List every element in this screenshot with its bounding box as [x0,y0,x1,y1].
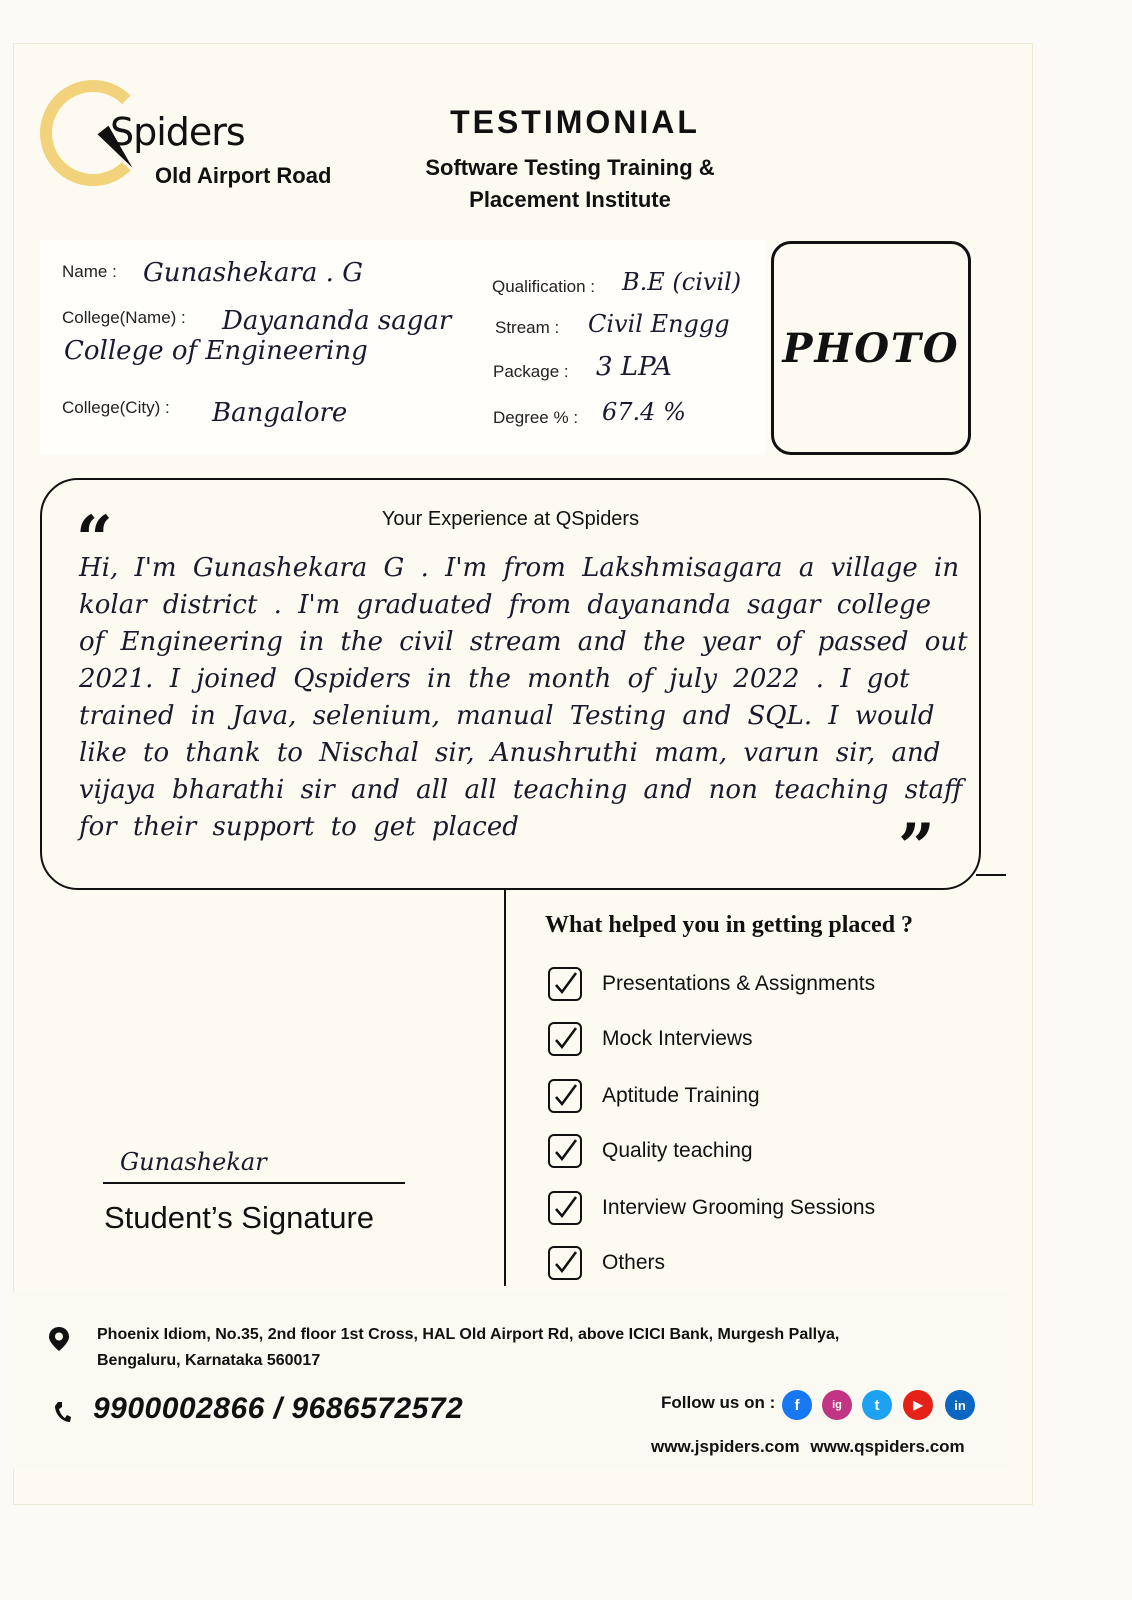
phone-numbers[interactable]: 9900002866 / 9686572572 [93,1392,464,1425]
subtitle-line-2: Placement Institute [469,187,671,212]
signature-scribble: Gunashekar [120,1148,267,1176]
checklist-item-label: Presentations & Assignments [602,972,876,995]
signature-label: Student’s Signature [104,1200,375,1235]
close-quote-icon: ” [898,810,935,885]
name-value: Gunashekara . G [143,258,363,288]
checklist-item[interactable] [548,1246,665,1280]
college-value-line-1: Dayananda sagar [222,306,452,336]
package-label: Package : [493,362,569,381]
checklist-item[interactable] [548,1079,760,1113]
checklist-item-label: Mock Interviews [602,1027,753,1050]
college-value-line-2: College of Engineering [64,336,368,366]
experience-text: Hi, I'm Gunashekara G . I'm from Lakshmisagara a village in kolar district . I'm graduated from dayananda sagar college of Engineering in the civil stream and the year of passed out 2021. I joined Qspiders in the month of july 2022 . I got trained in Java, selenium, manual Testing and SQL. I would like to thank to Nischal sir, Anushruthi mam, varun sir, and vijaya bharathi sir and all all teaching and non teaching staff for their support to get placed [79,553,968,842]
logo-word: Spiders [110,110,245,154]
facebook-icon[interactable]: f [782,1390,812,1420]
youtube-icon[interactable]: ▶ [903,1390,933,1420]
instagram-icon[interactable]: ig [822,1390,852,1420]
branch-name: Old Airport Road [155,163,332,188]
divider-vertical [504,890,506,1286]
page-title: TESTIMONIAL [450,104,700,140]
photo-box [771,241,971,455]
college-label: College(Name) : [62,308,186,327]
package-value: 3 LPA [596,352,672,382]
checklist-item-label: Interview Grooming Sessions [602,1196,876,1219]
website-jspiders[interactable]: www.jspiders.com [651,1437,800,1456]
checkbox-checked-icon[interactable] [548,967,582,1001]
signature-line [103,1182,405,1184]
location-pin-icon [48,1326,70,1352]
checkbox-checked-icon[interactable] [548,1246,582,1280]
qualification-label: Qualification : [492,277,595,296]
address-line-1: Phoenix Idiom, No.35, 2nd floor 1st Cross, HAL Old Airport Rd, above ICICI Bank, Murgesh Pallya, [97,1326,840,1343]
checkbox-checked-icon[interactable] [548,1134,582,1168]
city-label: College(City) : [62,398,170,417]
experience-title: Your Experience at QSpiders [381,508,640,530]
checkbox-checked-icon[interactable] [548,1079,582,1113]
follow-label: Follow us on : [661,1393,776,1412]
city-value: Bangalore [212,398,348,428]
checklist-item[interactable] [548,1134,753,1168]
experience-box [40,478,981,890]
subtitle-line-1: Software Testing Training & [425,155,715,180]
checklist-item[interactable] [548,967,875,1001]
helped-title: What helped you in getting placed ? [545,912,914,938]
degree-label: Degree % : [493,408,579,427]
checklist-item-label: Aptitude Training [602,1084,760,1107]
phone-icon [52,1400,72,1424]
checklist-item-label: Others [602,1251,666,1274]
checkbox-checked-icon[interactable] [548,1191,582,1225]
twitter-icon[interactable]: t [862,1390,892,1420]
checklist-item-label: Quality teaching [602,1139,753,1162]
photo-label: PHOTO [782,324,960,372]
linkedin-icon[interactable]: in [945,1390,975,1420]
address [97,1322,839,1374]
checklist-item[interactable] [548,1191,875,1225]
open-quote-icon: “ [76,502,113,577]
address-line-2: Bengaluru, Karnataka 560017 [97,1352,321,1369]
qualification-value: B.E (civil) [622,268,742,296]
stream-label: Stream : [495,318,560,337]
websites [651,1437,965,1457]
checkbox-checked-icon[interactable] [548,1022,582,1056]
degree-value: 67.4 % [602,398,686,426]
website-qspiders[interactable]: www.qspiders.com [810,1437,965,1456]
divider-right [976,874,1006,876]
subtitle [380,152,760,216]
checklist-item[interactable] [548,1022,753,1056]
name-label: Name : [62,262,117,281]
stream-value: Civil Enggg [588,310,730,338]
